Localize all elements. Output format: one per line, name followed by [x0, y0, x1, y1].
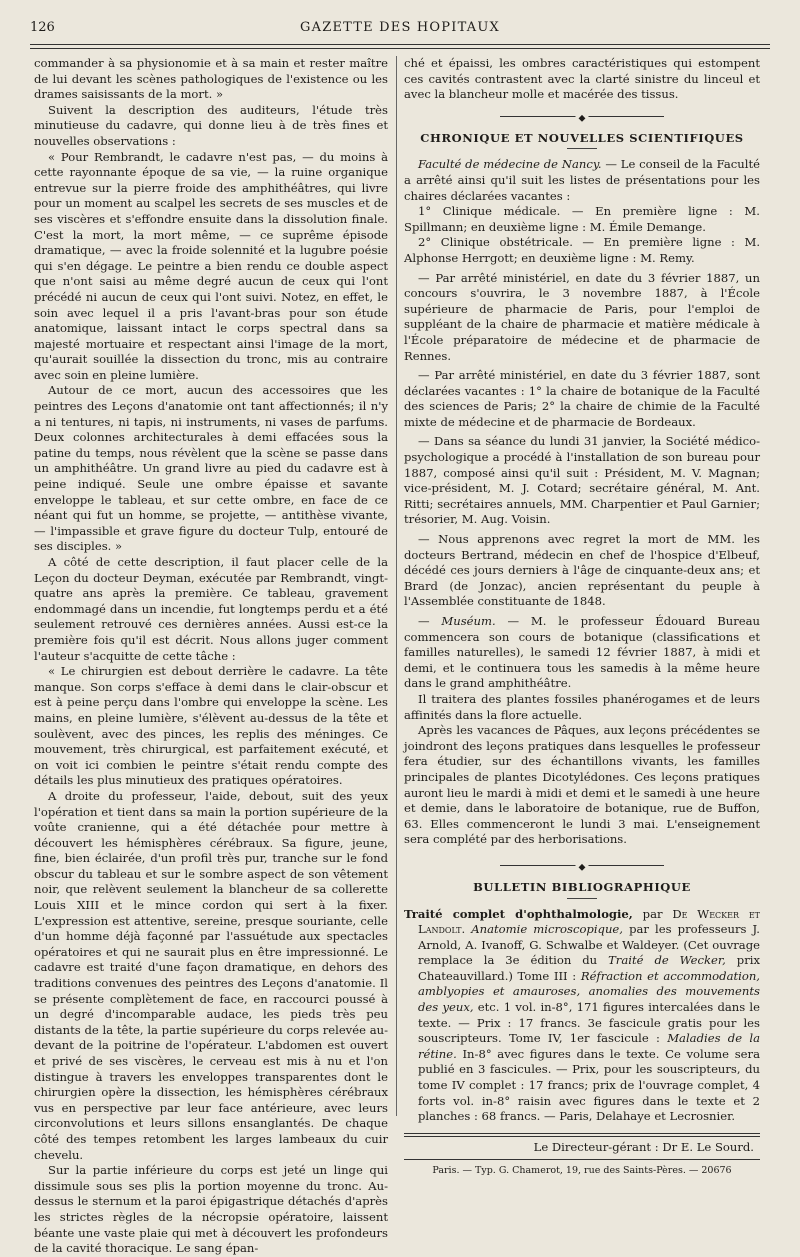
paragraph: Autour de ce mort, aucun des accessoires que les peintres des Leçons d'anatomie ont tant affectionnés; il n'y a ni tentures, ni tapis, ni instruments, ni vases de parfums. Deux colonnes architecturales à demi effacées sous la patine du temps, nous révèlent que la scène se passe dans un amphithéâtre. Un grand livre au pied du cadavre est à peine indiqué. Seule une ombre épaisse et savante enveloppe le tableau, et sur cette ombre, en face de ce néant qui fut un homme, se projette, — antithèse vivante, — l'impassible et grave figure du docteur Tulp, entouré de ses disciples. » [34, 383, 388, 554]
list-item: 1° Clinique médicale. — En première ligne : M. Spillmann; en deuxième ligne : M. Émile Demange. [404, 204, 760, 234]
list-item: 2° Clinique obstétricale. — En première ligne : M. Alphonse Herrgott; en deuxième ligne : M. Remy. [404, 235, 760, 265]
faculty-label: Faculté de médecine de Nancy. [418, 157, 602, 172]
title-underline [567, 898, 597, 899]
paragraph: — Nous apprenons avec regret la mort de MM. les docteurs Bertrand, médecin en chef de l'hospice d'Elbeuf, décédé ces jours derniers à l'âge de cinquante-deux ans; et Brard (de Jonzac), ancien représentant du peuple à l'Assemblée constituante de 1848. [404, 532, 760, 609]
paragraph: « Le chirurgien est debout derrière le cadavre. La tête manque. Son corps s'efface à demi dans le clair-obscur et est à peine perçu dans l'ombre qui enveloppe la scène. Les mains, en pleine lumière, s'élèvent au-dessus de la tête et soulèvent, avec des pinces, les replis des méninges. Ce mouvement, très chirurgical, est parfaitement exécuté, et on voit ici combien le peintre s'était rendu compte des détails les plus minutieux des pratiques opératoires. [34, 664, 388, 788]
header-rule [30, 44, 770, 45]
left-column [34, 56, 388, 1257]
museum-label: Muséum. [441, 614, 496, 628]
book-subtitle: Anatomie microscopique, [471, 922, 623, 937]
director-rule-secondary [404, 1136, 760, 1137]
column-separator [396, 56, 397, 1116]
paragraph: ché et épaissi, les ombres caractéristiques qui estompent ces cavités contrastent avec la clarté sinistre du linceul et avec la blancheur molle et macérée des tissus. [404, 56, 760, 102]
bibliography-entry: Traité complet d'ophthalmologie, par De Wecker et Landolt. Anatomie microscopique, par les professeurs J. Arnold, A. Ivanoff, G. Schwalbe et Waldeyer. (Cet ouvrage remplace la 3e édition du Traité de Wecker, prix Chateauvillard.) Tome III : Réfraction et accommodation, amblyopies et amauroses, anomalies des mouvements des yeux, etc. 1 vol. in-8°, 171 figures intercalées dans le texte. — Prix : 17 francs. 3e fascicule gratis pour les souscripteurs. Tome IV, 1er fascicule : Maladies de la rétine. In-8° avec figures dans le texte. Ce volume sera publié en 3 fascicules. — Prix, pour les souscripteurs, du tome IV complet : 17 francs; prix de l'ouvrage complet, 4 forts vol. in-8° raisin avec figures dans le texte et 2 planches : 68 francs. — Paris, Delahaye et Lecrosnier. [404, 906, 761, 1124]
book-title: Traité complet d'ophthalmologie, [404, 906, 633, 921]
museum-text: — M. le professeur Édouard Bureau commencera son cours de botanique (classifications et familles naturelles), le samedi 12 février 1887, à midi et demi, et le continuera tous les samedis à la même heure dans le grand amphithéâtre. [404, 614, 760, 691]
header-rule-secondary [30, 48, 770, 49]
section-divider [404, 109, 760, 125]
paragraph: Suivent la description des auditeurs, l'étude très minutieuse du cadavre, qui donne lieu à de très fines et nouvelles observations : [34, 102, 388, 148]
running-title: GAZETTE DES HOPITAUX [300, 20, 500, 35]
paragraph: Il traitera des plantes fossiles phanérogames et de leurs affinités dans la flore actuelle. [404, 691, 760, 722]
ornament-icon: ⬥ [576, 860, 589, 876]
section-divider [404, 858, 760, 874]
director-rule [404, 1133, 760, 1134]
page-header [30, 18, 770, 40]
paragraph: commander à sa physionomie et à sa main et rester maître de lui devant les scènes pathologiques de l'existence ou les drames saisissants de la mort. » [34, 56, 388, 102]
paragraph: « Pour Rembrandt, le cadavre n'est pas, — du moins à cette rayonnante époque de sa vie, — la ruine organique entrevue sur la pierre froide des amphithéâtres, qui livre pour un moment au scalpel les secrets de ses muscles et de ses viscères et s'effondre ensuite dans la dissolution finale. C'est la mort, la mort même, — ce suprême épisode dramatique, — avec la froide solennité et la lugubre poésie qui s'en dégage. Le peintre a bien rendu ce double aspect que n'ont saisi au même degré aucun de ceux qui l'ont précédé ni aucun de ceux qui l'ont suivi. Notez, en effet, le soin avec lequel il a pris l'avant-bras pour son étude anatomique, laissant intact le corps spectral dans sa majesté mortuaire et respectant ainsi l'image de la mort, qu'aurait souillée la dissection du tronc, mis au contraire avec soin en pleine lumière. [34, 149, 388, 382]
right-column [404, 56, 760, 1179]
imprint-line: Paris. — Typ. G. Chamerot, 19, rue des Saints-Pères. — 20676 [404, 1159, 760, 1179]
chronique-title: CHRONIQUE ET NOUVELLES SCIENTIFIQUES [420, 130, 744, 145]
paragraph-faculty [404, 157, 760, 204]
paragraph: A droite du professeur, l'aide, debout, suit des yeux l'opération et tient dans sa main la portion supérieure de la voûte cranienne, qui a été détachée pour mettre à découvert les hémisphères cérébraux. Sa figure, jeune, fine, bien éclairée, d'un profil très pur, tranche sur le fond obscur du tableau et sur le sombre aspect de son vêtement noir, que relèvent seulement la blancheur de sa collerette Louis XIII et le mince cordon qui sert à la fixer. L'expression est attentive, sereine, presque souriante, celle d'un homme déjà façonné par l'assuétude aux spectacles opératoires et qui ne saurait plus en être impressionné. Le cadavre est traité d'une façon dramatique, en dehors des traditions convenues des peintres des Leçons d'anatomie. Il se présente complètement de face, en raccourci poussé à un degré d'incomparable audace, les pieds très peu distants de la tête, la partie supérieure du corps relevée au-devant de la poitrine de l'opérateur. L'abdomen est ouvert et privé de ses viscères, le cerveau est mis à nu et l'on distingue à travers les enveloppes transparentes dont le chirurgien opère la dissection, les hémisphères cérébraux vus en perspective par leur face antérieure, avec leurs circonvolutions et leurs sillons ensanglantés. De chaque côté des tempes retombent les larges lambeaux du cuir chevelu. [34, 788, 388, 1162]
paragraph: A côté de cette description, il faut placer celle de la Leçon du docteur Deyman, exécutée par Rembrandt, vingt-quatre ans après la première. Ce tableau, gravement endommagé dans un incendie, fut longtemps perdu et a été seulement retrouvé ces dernières années. Aussi est-ce la première fois qu'il est décrit. Nous allons juger comment l'auteur s'acquitte de cette tâche : [34, 555, 388, 663]
paragraph: — Dans sa séance du lundi 31 janvier, la Société médico-psychologique a procédé à l'installation de son bureau pour 1887, composé ainsi qu'il suit : Président, M. V. Magnan; vice-président, M. J. Cotard; secrétaire général, M. Ant. Ritti; secrétaires annuels, MM. Charpentier et Paul Garnier; trésorier, M. Aug. Voisin. [404, 434, 760, 527]
paragraph: Sur la partie inférieure du corps est jeté un linge qui dissimule sous ses plis la portion moyenne du tronc. Au-dessus le sternum et la paroi épigastrique détachés d'après les strictes règles de la nécropsie opératoire, laissent béante une vaste plaie qui met à découvert les profondeurs de la cavité thoracique. Le sang épan- [34, 1163, 388, 1256]
paragraph: — Par arrêté ministériel, en date du 3 février 1887, un concours s'ouvrira, le 3 novembre 1887, à l'École supérieure de pharmacie de Paris, pour l'emploi de suppléant de la chaire de pharmacie et matière médicale à l'École préparatoire de médecine et de pharmacie de Rennes. [404, 270, 760, 363]
page-number: 126 [30, 20, 55, 35]
book-authors: De Wecker et Landolt. [418, 906, 761, 937]
paragraph-museum: — Muséum. — M. le professeur Édouard Bureau commencera son cours de botanique (classifications et familles naturelles), le samedi 12 février 1887, à midi et demi, et le continuera tous les samedis à la même heure dans le grand amphithéâtre. [404, 614, 760, 691]
title-underline [567, 148, 597, 149]
director-line: Le Directeur-gérant : Dr E. Le Sourd. [533, 1139, 754, 1154]
ornament-icon: ⬥ [576, 111, 589, 127]
faculty-text: — Le conseil de la Faculté a arrêté ainsi qu'il suit les listes de présentations pour les chaires déclarées vacantes : [404, 157, 760, 203]
paragraph: — Par arrêté ministériel, en date du 3 février 1887, sont déclarées vacantes : 1° la chaire de botanique de la Faculté des sciences de Paris; 2° la chaire de chimie de la Faculté mixte de médecine et de pharmacie de Bordeaux. [404, 368, 760, 429]
bulletin-title: BULLETIN BIBLIOGRAPHIQUE [473, 879, 691, 894]
paragraph: Après les vacances de Pâques, aux leçons précédentes se joindront des leçons pratiques dans lesquelles le professeur fera étudier, sur des échantillons vivants, les familles principales de plantes Dicotylédones. Ces leçons pratiques auront lieu le mardi à midi et demi et le samedi à une heure et demie, dans le laboratoire de botanique, rue de Buffon, 63. Elles commenceront le lundi 3 mai. L'enseignement sera complété par des herborisations. [404, 723, 760, 847]
